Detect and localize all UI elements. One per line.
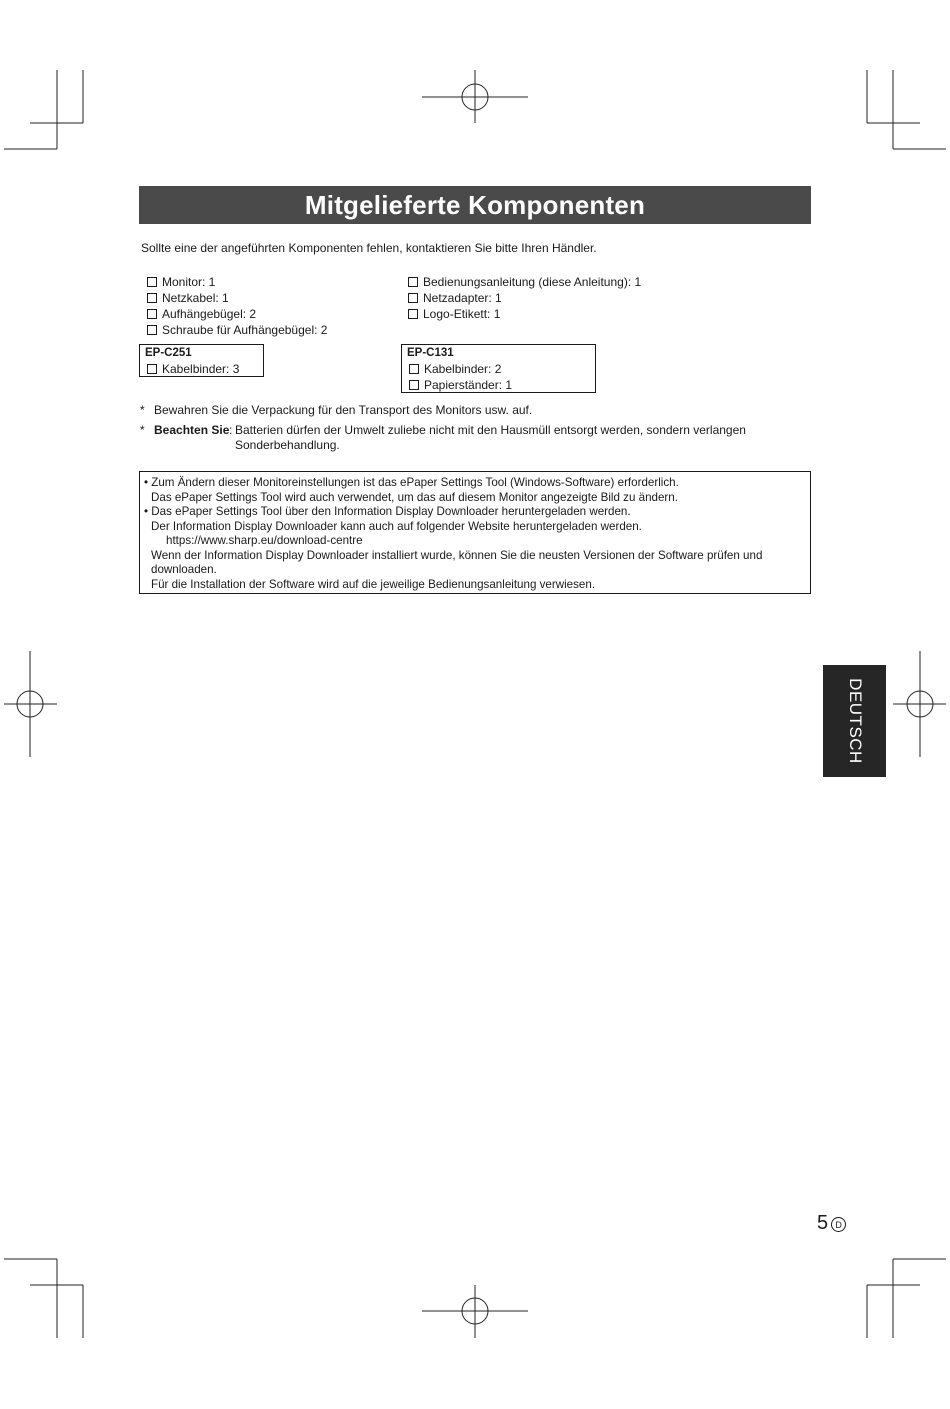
info-line: • Zum Ändern dieser Monitoreinstellungen ist das ePaper Settings Tool (Windows-Software) erforderlich. [144, 476, 679, 489]
list-item: Schraube für Aufhängebügel: 2 [147, 322, 327, 338]
info-line: downloaden. [151, 563, 217, 576]
checkbox-icon [409, 364, 419, 374]
note-text: Bewahren Sie die Verpackung für den Transport des Monitors usw. auf. [154, 403, 533, 417]
page-title: Mitgelieferte Komponenten [139, 186, 811, 224]
note-text: Batterien dürfen der Umwelt zuliebe nicht mit den Hausmüll entsorgt werden, sondern verlangen [235, 423, 746, 437]
list-item: Aufhängebügel: 2 [147, 306, 327, 322]
info-line: Für die Installation der Software wird auf die jeweilige Bedienungsanleitung verwiesen. [151, 577, 596, 591]
checkbox-icon [147, 325, 157, 335]
info-line: • Das ePaper Settings Tool über den Information Display Downloader heruntergeladen werden. [144, 505, 631, 518]
checkbox-icon [147, 364, 157, 374]
checkbox-icon [408, 277, 418, 287]
model-box-ep-c251 [139, 344, 264, 377]
note-label: Beachten Sie [154, 423, 230, 437]
list-item: Netzkabel: 1 [147, 290, 327, 306]
list-item: Netzadapter: 1 [408, 290, 641, 306]
language-label: DEUTSCH [845, 678, 865, 764]
model-name: EP-C251 [145, 347, 192, 359]
checkbox-icon [147, 293, 157, 303]
intro-text: Sollte eine der angeführten Komponenten fehlen, kontaktieren Sie bitte Ihren Händler. [141, 241, 597, 255]
circled-letter-icon: D [831, 1217, 846, 1232]
list-item: Logo-Etikett: 1 [408, 306, 641, 322]
asterisk: * [140, 403, 145, 417]
list-item: Monitor: 1 [147, 274, 327, 290]
website-url: https://www.sharp.eu/download-centre [166, 534, 363, 547]
note-text: Sonderbehandlung. [235, 438, 340, 452]
language-tab [823, 665, 886, 777]
list-item: Bedienungsanleitung (diese Anleitung): 1 [408, 274, 641, 290]
list-item: Kabelbinder: 3 [145, 361, 258, 377]
checkbox-icon [147, 309, 157, 319]
checkbox-icon [408, 293, 418, 303]
checkbox-icon [147, 277, 157, 287]
model-name: EP-C131 [407, 347, 454, 359]
list-item: Papierständer: 1 [407, 377, 590, 393]
checkbox-icon [408, 309, 418, 319]
checkbox-icon [409, 380, 419, 390]
component-list-left [147, 274, 327, 338]
note-colon: : [229, 423, 233, 437]
info-line: Das ePaper Settings Tool wird auch verwendet, um das auf diesem Monitor angezeigte Bild zu ändern. [151, 490, 678, 504]
note-batteries [140, 423, 810, 455]
model-box-ep-c131 [401, 344, 596, 393]
component-list-right [408, 274, 641, 322]
software-info-box [139, 471, 811, 594]
info-line: Der Information Display Downloader kann auch auf folgender Website heruntergeladen werden. [151, 519, 642, 533]
list-item: Kabelbinder: 2 [407, 361, 590, 377]
page-number [817, 1212, 846, 1235]
page-number-value: 5 [817, 1212, 829, 1234]
info-line: Wenn der Information Display Downloader installiert wurde, können Sie die neusten Versionen der Software prüfen und [151, 548, 763, 562]
asterisk: * [140, 423, 145, 437]
